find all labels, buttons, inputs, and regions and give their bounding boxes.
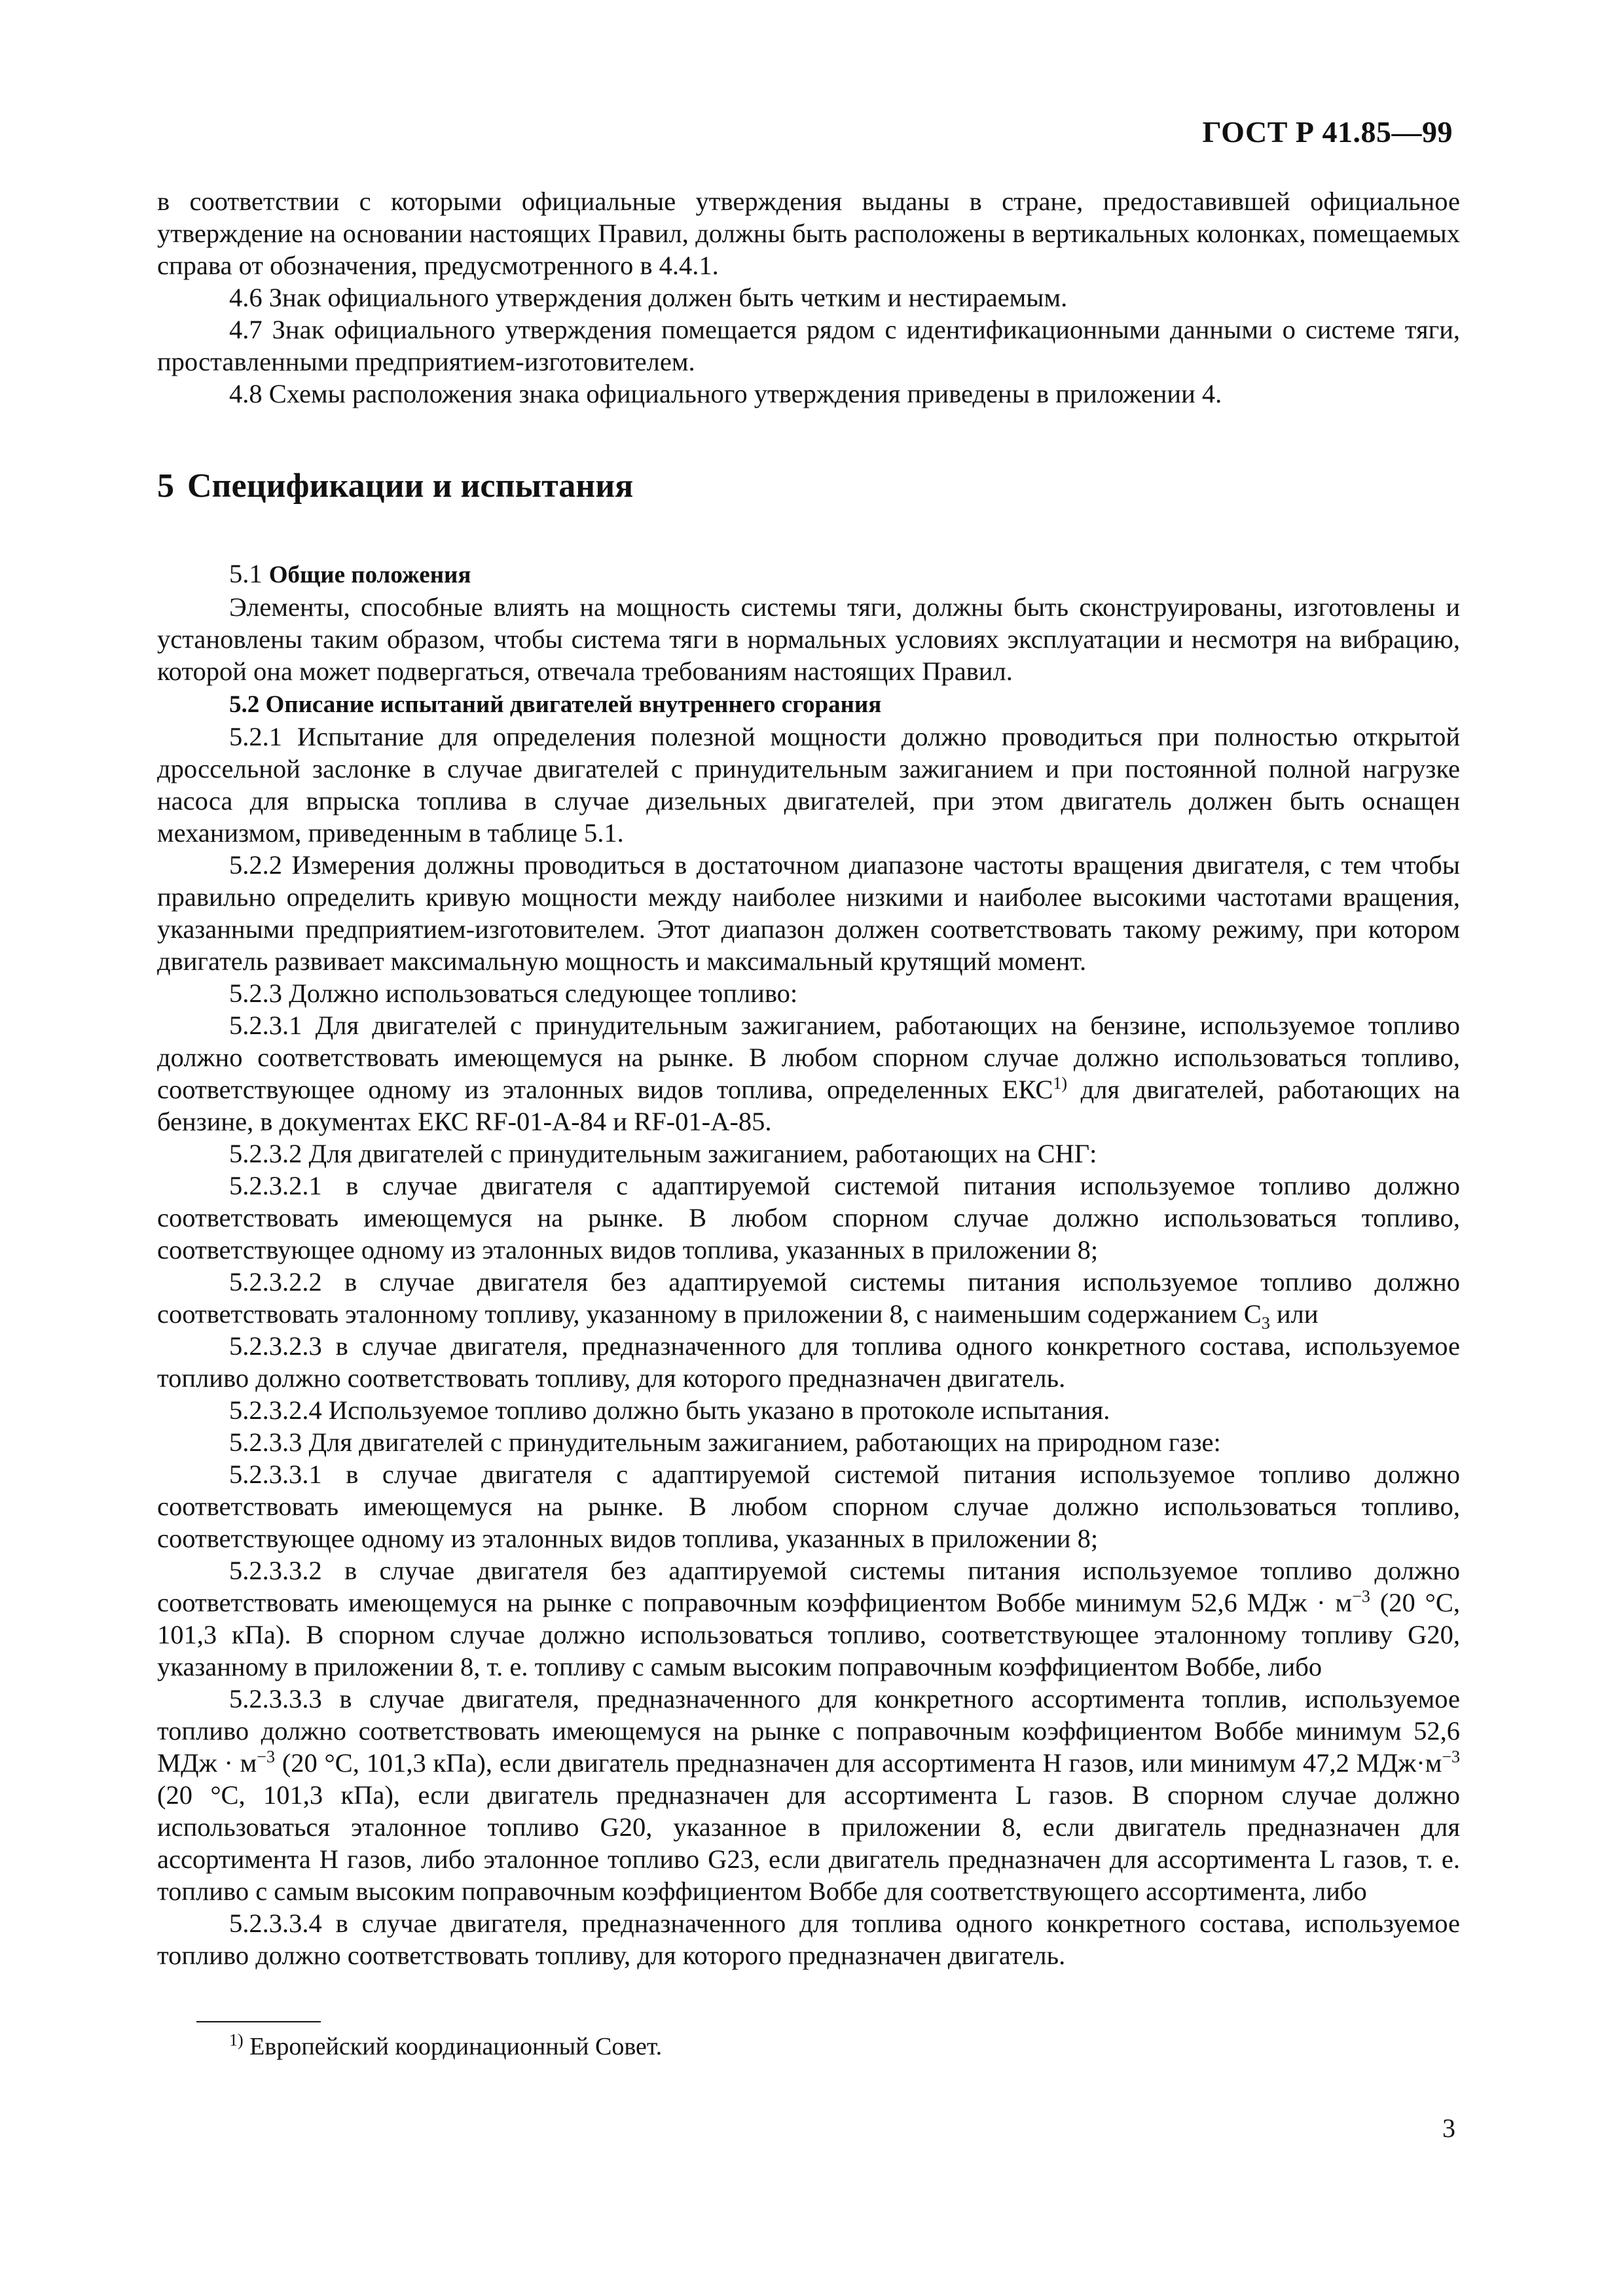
paragraph-5-2-1: 5.2.1 Испытание для определения полезной мощности должно проводиться при полностью открытой дроссельной заслонке в случае двигателей с принудительным зажиганием и при постоянной полной нагрузке насоса для впрыска топлива в случае дизельных двигателей, при этом двигатель должен быть оснащен механизмом, приведенным в таблице 5.1. bbox=[157, 722, 1460, 848]
section-title: Спецификации и испытания bbox=[187, 467, 634, 505]
footnote-divider bbox=[196, 2021, 321, 2022]
footnote bbox=[229, 2032, 662, 2062]
section-number: 5 bbox=[157, 467, 174, 505]
superscript: −3 bbox=[257, 1747, 275, 1767]
document-header: ГОСТ Р 41.85—99 bbox=[1202, 115, 1453, 149]
paragraph-4-7: 4.7 Знак официального утверждения помещается рядом с идентификационными данными о системе тяги, проставленными предприятием-изготовителем. bbox=[157, 315, 1460, 376]
paragraph-5-2-3-1 bbox=[157, 1009, 1460, 1138]
paragraph-4-8: 4.8 Схемы расположения знака официального утверждения приведены в приложении 4. bbox=[229, 379, 1222, 408]
page-number: 3 bbox=[1442, 2113, 1455, 2143]
paragraph-5-2-3-2-4: 5.2.3.2.4 Используемое топливо должно быть указано в протоколе испытания. bbox=[229, 1395, 1110, 1425]
paragraph-5-2-3-2-2 bbox=[157, 1266, 1460, 1333]
text-run: 5.2.3.1 Для двигателей с принудительным зажиганием, работающих на бензине, используемое топливо должно соответствовать имеющемуся на рынке. В любом спорном случае должно использоваться топливо, соответствующее одному из эталонных видов топлива, определенных ЕКС bbox=[157, 1011, 1460, 1104]
text-run: 5.2.3.3.3 в случае двигателя, предназначенного для конкретного ассортимента топлив, используемое топливо должно соответствовать имеющемуся на рынке с поправочным коэффициентом Воббе минимум 52,6 МДж · м bbox=[157, 1684, 1460, 1778]
paragraph-5-2-3-2-3: 5.2.3.2.3 в случае двигателя, предназначенного для топлива одного конкретного состава, используемое топливо должно соответствовать топливу, для которого предназначен двигатель. bbox=[157, 1331, 1460, 1393]
section-heading bbox=[157, 467, 1460, 506]
paragraph-5-2-2: 5.2.2 Измерения должны проводиться в достаточном диапазоне частоты вращения двигателя, с тем чтобы правильно определить кривую мощности между наиболее низкими и наиболее высокими частотами вращения, указанными предприятием-изготовителем. Этот диапазон должен соответствовать такому режиму, при котором двигатель развивает максимальную мощность и максимальный крутящий момент. bbox=[157, 850, 1460, 976]
superscript: −3 bbox=[1442, 1747, 1460, 1767]
paragraph-5-2-3-3-1: 5.2.3.3.1 в случае двигателя с адаптируемой системой питания используемое топливо должно соответствовать имеющемуся на рынке. В любом спорном случае должно использоваться топливо, соответствующее одному из эталонных видов топлива, указанных в приложении 8; bbox=[157, 1460, 1460, 1553]
superscript: −3 bbox=[1352, 1587, 1370, 1606]
paragraph-5-2-3-2-1: 5.2.3.2.1 в случае двигателя с адаптируемой системой питания используемое топливо должно соответствовать имеющемуся на рынке. В любом спорном случае должно использоваться топливо, соответствующее одному из эталонных видов топлива, указанных в приложении 8; bbox=[157, 1171, 1460, 1265]
text-run: (20 °С, 101,3 кПа). В спорном случае должно использоваться топливо, соответствующее эталонному топливу G20, указанному в приложении 8, т. е. топливу с самым высоким поправочным коэффициентом Воббе, либо bbox=[157, 1588, 1461, 1681]
text-run: (20 °С, 101,3 кПа), если двигатель предназначен для ассортимента Н газов, или минимум 47,2 МДж·м bbox=[274, 1748, 1442, 1778]
subscript: 3 bbox=[1261, 1314, 1270, 1333]
text-run: (20 °С, 101,3 кПа), если двигатель предназначен для ассортимента L газов. В спорном случае должно использоваться эталонное топливо G20, указанное в приложении 8, если двигатель предназначен для ассортимента Н газов, либо эталонное топливо G23, если двигатель предназначен для ассортимента L газов, т. е. топливо с самым высоким поправочным коэффициентом Воббе для соответствующего ассортимента, либо bbox=[157, 1780, 1460, 1906]
paragraph-5-2-3-2: 5.2.3.2 Для двигателей с принудительным зажиганием, работающих на СНГ: bbox=[229, 1139, 1097, 1168]
paragraph-5-1: Элементы, способные влиять на мощность системы тяги, должны быть сконструированы, изготовлены и установлены таким образом, чтобы система тяги в нормальных условиях эксплуатации и несмотря на вибрацию, которой она может подвергаться, отвечала требованиям настоящих Правил. bbox=[157, 592, 1460, 686]
subsection-title: 5.2 Описание испытаний двигателей внутреннего сгорания bbox=[229, 691, 882, 718]
paragraph-5-2-3-3-3 bbox=[157, 1683, 1460, 1907]
paragraph-5-2-3-3-4: 5.2.3.3.4 в случае двигателя, предназначенного для топлива одного конкретного состава, используемое топливо должно соответствовать топливу, для которого предназначен двигатель. bbox=[157, 1909, 1460, 1970]
paragraph-5-2-3-3-2 bbox=[157, 1554, 1460, 1683]
subsection-title: Общие положения bbox=[268, 562, 471, 588]
page-body bbox=[157, 185, 1460, 1971]
footnote-mark: 1) bbox=[229, 2030, 244, 2050]
text-run: 5.2.3.2.2 в случае двигателя без адаптируемой системы питания используемое топливо должно соответствовать эталонному топливу, указанному в приложении 8, с наименьшим содержанием С bbox=[157, 1267, 1460, 1329]
subsection-5-1-heading bbox=[157, 558, 1460, 591]
text-run: или bbox=[1269, 1299, 1319, 1329]
paragraph-5-2-3-3: 5.2.3.3 Для двигателей с принудительным зажиганием, работающих на природном газе: bbox=[229, 1427, 1221, 1457]
text-run: для двигателей, работающих на бензине, в документах ЕКС RF-01-A-84 и RF-01-A-85. bbox=[157, 1075, 1460, 1136]
paragraph-continuation: в соответствии с которыми официальные утверждения выданы в стране, предоставившей официальное утверждение на основании настоящих Правил, должны быть расположены в вертикальных колонках, помещаемых справа от обозначения, предусмотренного в 4.4.1. bbox=[157, 187, 1460, 280]
footnote-text: Европейский координационный Совет. bbox=[243, 2033, 663, 2060]
subsection-5-2-heading bbox=[157, 687, 1460, 721]
paragraph-5-2-3: 5.2.3 Должно использоваться следующее топливо: bbox=[229, 978, 798, 1008]
paragraph-4-6: 4.6 Знак официального утверждения должен быть четким и нестираемым. bbox=[229, 283, 1068, 312]
footnote-reference: 1) bbox=[1053, 1073, 1068, 1093]
text-run: 5.2.3.3.2 в случае двигателя без адаптируемой системы питания используемое топливо должно соответствовать имеющемуся на рынке с поправочным коэффициентом Воббе минимум 52,6 МДж · м bbox=[157, 1556, 1460, 1617]
subsection-number: 5.1 bbox=[229, 559, 263, 588]
